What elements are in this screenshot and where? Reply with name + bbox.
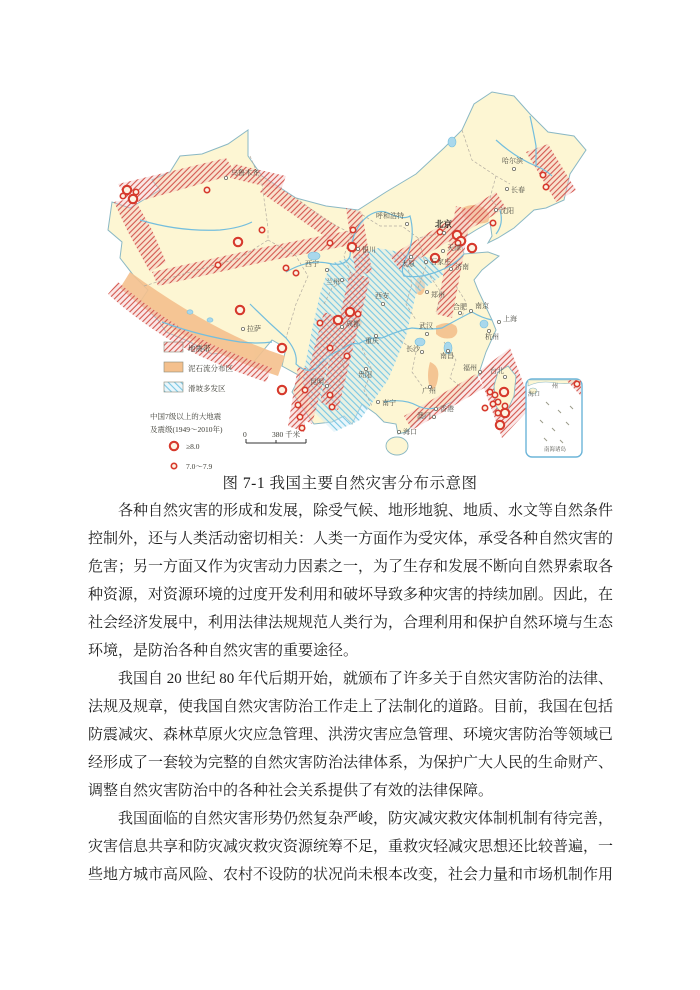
body-text: [88, 497, 612, 889]
inset-label: 海口: [528, 392, 541, 398]
city-label: 西安: [375, 292, 389, 300]
city-dot: [420, 350, 423, 353]
city-label: 长春: [511, 186, 525, 194]
legend-quake-symbol: [170, 442, 178, 450]
legend-quake-symbol: [171, 463, 176, 468]
city-dot: [397, 430, 400, 433]
city-dot: [441, 249, 444, 252]
city-dot: [356, 247, 359, 250]
city-dot: [434, 407, 437, 410]
quake-marker-small: [490, 401, 495, 406]
quake-marker-big: [334, 316, 342, 324]
quake-marker-small: [355, 311, 360, 316]
quake-marker-small: [327, 392, 332, 397]
quake-marker-small: [133, 189, 138, 194]
city-dot: [503, 375, 506, 378]
city-label: 乌鲁木齐: [231, 169, 259, 177]
quake-marker-big: [236, 306, 244, 314]
city-label: 石家庄: [430, 258, 451, 266]
quake-marker-small: [350, 227, 355, 232]
city-label: 南昌: [440, 352, 454, 360]
city-label: 长沙: [406, 345, 420, 353]
quake-marker-big: [278, 344, 286, 352]
city-label: 兰州: [326, 278, 340, 286]
quake-marker-small: [215, 262, 220, 267]
city-label: 香港: [440, 405, 454, 413]
body-text-line: 各种自然灾害的形成和发展，除受气候、地形地貌、地质、水文等自然条件: [88, 503, 614, 519]
legend-swatch-quake: [164, 342, 183, 352]
city-dot: [376, 400, 379, 403]
inset-label: 南海诸岛: [544, 447, 567, 453]
body-text-line: 社会经济发展中，利用法律法规规范人类行为，合理利用和保护自然环境与生态: [88, 615, 614, 631]
city-label: 郑州: [431, 291, 445, 299]
quake-marker-big: [501, 409, 509, 417]
quake-marker-small: [259, 227, 264, 232]
figure-map: [100, 80, 600, 470]
city-dot: [381, 302, 384, 305]
body-text-line: 灾害信息共享和防灾减灾救灾资源统筹不足，重救灾轻减灾思想还比较普遍，一: [88, 839, 614, 855]
legend-swatch-slide: [164, 382, 183, 392]
body-text-line: 经形成了一套较为完整的自然灾害防治法律体系，为保护广大人民的生命财产、: [88, 755, 614, 771]
city-dot: [325, 268, 328, 271]
city-label: 武汉: [419, 322, 433, 330]
quake-marker-big: [278, 386, 286, 394]
city-label: 澳门: [417, 412, 431, 420]
body-text-line: 些地方城市高风险、农村不设防的状况尚未根本改变，社会力量和市场机制作用: [88, 867, 614, 883]
quake-marker-big: [468, 244, 476, 252]
body-text-line: 我国面临的自然灾害形势仍然复杂严峻，防灾减灾救灾体制机制有待完善，: [88, 811, 614, 827]
city-label: 南京: [475, 302, 489, 310]
city-label: 北京: [435, 219, 453, 229]
city-dot: [340, 325, 343, 328]
city-dot: [449, 267, 452, 270]
city-label: 重庆: [365, 337, 379, 345]
inset-map: [526, 379, 582, 457]
quake-marker-big: [500, 388, 508, 396]
quake-marker-small: [574, 381, 579, 386]
city-dot: [494, 208, 497, 211]
city-dot: [424, 260, 427, 263]
quake-marker-small: [329, 404, 334, 409]
quake-marker-big: [346, 308, 354, 316]
body-text-line: 危害；另一方面又作为灾害动力因素之一，为了生存和发展不断向自然界索取各: [88, 559, 614, 575]
quake-marker-big: [129, 195, 137, 203]
quake-marker-small: [327, 240, 332, 245]
legend-title-line1: 中国7级以上的大地震: [150, 412, 222, 421]
city-dot: [478, 370, 481, 373]
city-label: 济南: [455, 263, 469, 271]
city-dot: [505, 187, 508, 190]
quake-marker-small: [344, 353, 349, 358]
scale-zero: 0: [243, 430, 247, 439]
city-label: 天津: [447, 244, 461, 252]
legend-title-line2: 及震级(1949～2010年): [150, 425, 223, 434]
quake-marker-small: [437, 229, 442, 234]
scale-bar: [246, 439, 306, 443]
city-label: 昆明: [310, 378, 324, 386]
quake-marker-small: [490, 220, 495, 225]
city-label: 贵阳: [358, 371, 372, 379]
quake-marker-small: [495, 410, 500, 415]
quake-marker-small: [293, 270, 298, 275]
quake-marker-small: [283, 265, 288, 270]
city-dot: [497, 320, 500, 323]
quake-marker-small: [482, 405, 487, 410]
body-text-line: 调整自然灾害防治中的各种社会关系提供了有效的法律保障。: [88, 783, 494, 799]
quake-marker-big: [496, 421, 504, 429]
city-label: 西宁: [305, 260, 319, 268]
quake-marker-small: [295, 402, 300, 407]
city-label: 太原: [401, 260, 415, 268]
city-label: 南宁: [382, 399, 396, 407]
city-label: 福州: [463, 364, 477, 372]
hainan-island: [386, 437, 408, 455]
city-dot: [469, 309, 472, 312]
city-label: 海口: [403, 428, 417, 436]
city-label: 杭州: [485, 333, 499, 341]
inset-label: 州: [552, 384, 559, 390]
quake-marker-big: [348, 243, 356, 251]
quake-marker-small: [487, 389, 492, 394]
quake-marker-small: [540, 172, 545, 177]
legend-label: 滑坡多发区: [188, 384, 226, 393]
city-label: 沈阳: [500, 207, 514, 215]
city-dot: [425, 290, 428, 293]
quake-marker-small: [543, 184, 548, 189]
city-dot: [224, 176, 227, 179]
china-disaster-map: [100, 80, 600, 470]
body-text-line: 法规及规章，使我国自然灾害防治工作走上了法制化的道路。目前，我国在包括: [88, 699, 614, 715]
city-label: 台北: [490, 367, 504, 375]
legend-swatch-debris: [164, 362, 183, 372]
quake-marker-small: [204, 187, 209, 192]
city-dot: [432, 415, 435, 418]
legend-label: 地震带: [188, 344, 211, 353]
body-text-line: 种资源，对资源环境的过度开发利用和破坏导致多种灾害的持续加剧。因此，在: [88, 587, 614, 603]
city-label: 上海: [503, 315, 517, 323]
quake-marker-small: [317, 320, 322, 325]
city-dot: [425, 332, 428, 335]
city-dot: [458, 311, 461, 314]
city-label: 拉萨: [247, 325, 261, 333]
city-label: 哈尔滨: [502, 157, 523, 165]
quake-marker-small: [502, 403, 507, 408]
city-dot: [241, 327, 244, 330]
quake-marker-small: [297, 414, 302, 419]
city-dot: [405, 222, 408, 225]
body-text-line: 我国自 20 世纪 80 年代后期开始，就颁布了许多关于自然灾害防治的法律、: [88, 671, 614, 687]
body-text-line: 防震减灾、森林草原火灾应急管理、洪涝灾害应急管理、环境灾害防治等领域已: [88, 727, 614, 743]
city-label: 广州: [422, 387, 436, 395]
city-label: 成都: [346, 320, 360, 328]
body-text-line: 控制外，还与人类活动密切相关：人类一方面作为受灾体，承受各种自然灾害的: [88, 531, 614, 547]
quake-marker-small: [120, 193, 125, 198]
city-label: 银川: [362, 246, 376, 254]
city-dot: [442, 231, 445, 234]
figure-caption: 图 7-1 我国主要自然灾害分布示意图: [222, 475, 478, 492]
legend-magnitude-label: ≥8.0: [186, 442, 200, 451]
legend-label: 泥石流分布区: [188, 364, 233, 373]
scale-distance: 380 千米: [272, 430, 301, 439]
body-text-line: 环境，是防治各种自然灾害的重要途径。: [88, 643, 359, 659]
legend-magnitude-label: 7.0～7.9: [186, 462, 213, 470]
quake-marker-small: [302, 387, 307, 392]
city-dot: [340, 278, 343, 281]
city-dot: [512, 167, 515, 170]
quake-marker-small: [327, 345, 332, 350]
quake-marker-big: [234, 238, 242, 246]
city-label: 呼和浩特: [376, 212, 404, 220]
city-dot: [409, 255, 412, 258]
city-dot: [325, 384, 328, 387]
city-label: 合肥: [453, 303, 467, 311]
